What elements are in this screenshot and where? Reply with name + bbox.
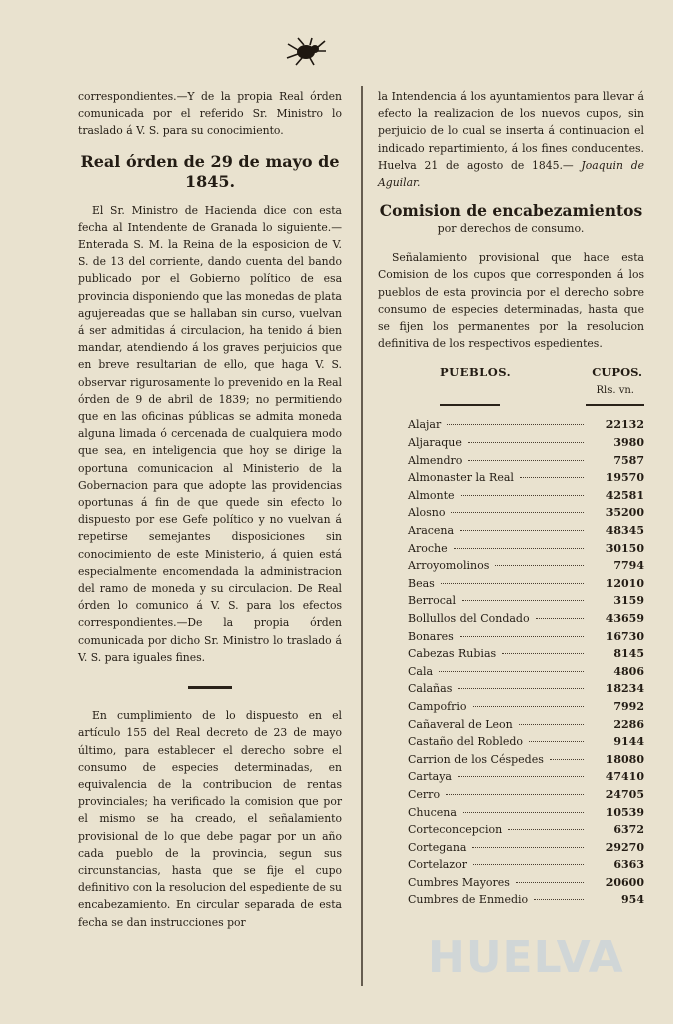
dot-leader <box>446 794 584 795</box>
table-row <box>378 540 644 558</box>
quota-value: 18234 <box>605 682 644 696</box>
town-name: Carrion de los Céspedes <box>408 752 544 766</box>
town-name: Alosno <box>408 506 446 520</box>
town-name: Almonte <box>408 488 455 502</box>
signature: Joaquin de Aguilar. <box>378 158 644 190</box>
town-name: Cortegana <box>408 840 467 854</box>
town-name: Cabezas Rubias <box>408 647 497 661</box>
table-row <box>378 891 644 909</box>
town-name: Cumbres de Enmedio <box>408 893 529 907</box>
dot-leader <box>495 565 584 566</box>
quota-value: 9144 <box>613 735 644 749</box>
table-row <box>378 610 644 628</box>
quota-value: 2286 <box>613 717 644 731</box>
table-row <box>378 504 644 522</box>
quota-table-header <box>378 358 644 404</box>
right-column <box>378 88 644 909</box>
dot-leader <box>468 460 584 461</box>
table-row <box>378 751 644 769</box>
table-row <box>378 416 644 434</box>
town-name: Cerro <box>408 787 441 801</box>
quota-value: 6363 <box>613 858 644 872</box>
quota-value: 48345 <box>605 524 644 537</box>
town-name: Calañas <box>408 682 453 696</box>
dot-leader <box>458 688 584 689</box>
dot-leader <box>447 424 584 425</box>
royal-order-body: El Sr. Ministro de Hacienda dice con esta fecha al Intendente de Granada lo siguiente.—Enterada S. M. la Reina de la esposicion de V. S. de 13 del corriente, dando cuenta del bando publicado por el Gobierno político de esa provincia disponiendo que las monedas de plata agujereadas que se hallaban sin curso, vuelvan á ser admitidas á circulacion, ha tenido á bien mandar, atendiendo á los graves perjuicios que en breve resultarian de ello, que haga V. S. observar rigurosamente lo prevenido en la Real órden de 9 de abril de 1839; no permitiendo que en las oficinas públicas se admita moneda alguna limada ó cercenada de cualquiera modo que sea, en inteligencia que hoy se dirige la oportuna comunicacion al Ministerio de la Gobernacion para que adopte las providencias oportunas á fin de que quede sin efecto lo dispuesto por ese Gefe político y no vuelvan á repetirse semejantes disposiciones sin conocimiento de este Ministerio, á quien está especialmente encomendada la administracion del ramo de moneda y su circulacion. De Real órden lo comunico á V. S. para los efectos correspondientes.—De la propia órden comunicada por dicho Sr. Ministro lo traslado á V. S. para iguales fines. <box>78 203 342 664</box>
dot-leader <box>473 864 584 865</box>
right-intro-text: la Intendencia á los ayuntamientos para llevar á efecto la realizacion de los nuevos cupos, sin perjuicio de lo cual se inserta á continuacion el indicado repartimiento, á los fines conducentes. Huelva 21 de agosto de 1845.— Joaquin de Aguilar. <box>378 90 644 190</box>
table-row <box>378 786 644 804</box>
table-row <box>378 821 644 839</box>
town-name: Alajar <box>408 418 442 432</box>
quota-value: 4806 <box>613 664 644 678</box>
town-name: Cortelazor <box>408 858 467 872</box>
table-row <box>378 733 644 751</box>
town-name: Castaño del Robledo <box>408 735 524 749</box>
dot-leader <box>463 812 584 813</box>
section-separator <box>188 686 232 689</box>
quota-value: 20600 <box>605 875 644 889</box>
quota-table <box>378 416 644 909</box>
allocation-description: Señalamiento provisional que hace esta Comision de los cupos que corresponden á los pueblos de esta provincia por el derecho sobre consumo de especies determinadas, hasta que se fijen los permanentes por la resolucion definitiva de los respectivos espedientes. <box>378 251 644 351</box>
dot-leader <box>462 600 584 601</box>
dot-leader <box>472 847 584 848</box>
dot-leader <box>520 477 584 478</box>
table-row <box>378 663 644 681</box>
dot-leader <box>458 776 584 777</box>
quota-value: 29270 <box>605 840 644 854</box>
dot-leader <box>441 583 584 584</box>
dot-leader <box>461 495 584 496</box>
insect-ornament-icon <box>284 36 328 66</box>
commission-notice-body: En cumplimiento de lo dispuesto en el artículo 155 del Real decreto de 23 de mayo último, para establecer el derecho sobre el consumo de especies determinadas, en equivalencia de la contribucion de rentas provinciales; ha verificado la comision que por el mismo se ha creado, el señalamiento provisional de lo que debe pagar por un año cada pueblo de la provincia, segun sus circunstancias, hasta que se fije el cupo definitivo con la resolucion del espediente de su encabezamiento. En circular separada de esta fecha se dan instrucciones por <box>78 709 342 929</box>
quota-value: 19570 <box>605 471 644 485</box>
table-row <box>378 452 644 470</box>
town-name: Bollullos del Condado <box>408 611 530 625</box>
dot-leader <box>550 759 584 760</box>
dot-leader <box>460 530 584 531</box>
quota-value: 3159 <box>613 594 644 608</box>
left-intro-text: correspondientes.—Y de la propia Real órden comunicada por el referido Sr. Ministro lo traslado á V. S. para su conocimiento. <box>78 90 342 138</box>
quota-value: 16730 <box>605 629 644 643</box>
town-name: Cala <box>408 664 434 678</box>
quota-value: 7587 <box>613 453 644 467</box>
town-name: Corteconcepcion <box>408 823 503 837</box>
table-row <box>378 804 644 822</box>
table-row <box>378 716 644 734</box>
dot-leader <box>529 741 584 742</box>
table-row <box>378 698 644 716</box>
table-row <box>378 487 644 505</box>
dot-leader <box>508 829 584 830</box>
town-name: Almendro <box>408 453 463 467</box>
town-name: Beas <box>408 576 435 590</box>
column-header-cupos: CUPOS. <box>592 365 642 380</box>
royal-order-heading: Real órden de 29 de mayo de 1845. <box>80 151 340 191</box>
quota-value: 42581 <box>605 488 644 502</box>
dot-leader <box>439 671 584 672</box>
town-name: Arroyomolinos <box>408 559 490 573</box>
town-name: Bonares <box>408 629 454 643</box>
table-row <box>378 645 644 663</box>
table-row <box>378 768 644 786</box>
quota-value: 47410 <box>605 770 644 784</box>
dot-leader <box>502 653 584 654</box>
town-name: Aroche <box>408 541 448 555</box>
table-row <box>378 469 644 487</box>
dot-leader <box>536 618 584 619</box>
quota-value: 22132 <box>605 418 644 432</box>
dot-leader <box>534 899 584 900</box>
town-name: Campofrio <box>408 699 467 713</box>
column-divider <box>361 86 363 986</box>
town-name: Aracena <box>408 524 455 537</box>
commission-heading: Comision de encabezamientos <box>379 201 643 221</box>
header-rule-left <box>440 404 500 406</box>
quota-value: 6372 <box>613 823 644 837</box>
dot-leader <box>468 442 584 443</box>
table-row <box>378 874 644 892</box>
quota-value: 10539 <box>605 805 644 819</box>
dot-leader <box>519 724 584 725</box>
quota-value: 7794 <box>613 559 644 573</box>
quota-value: 7992 <box>613 699 644 713</box>
table-row <box>378 839 644 857</box>
town-name: Berrocal <box>408 594 456 608</box>
dot-leader <box>473 706 584 707</box>
quota-value: 18080 <box>605 752 644 766</box>
town-name: Cañaveral de Leon <box>408 717 513 731</box>
table-row <box>378 628 644 646</box>
town-name: Aljaraque <box>408 436 462 450</box>
quota-value: 954 <box>621 893 644 907</box>
column-header-pueblos: PUEBLOS. <box>440 365 512 380</box>
town-name: Chucena <box>408 805 457 819</box>
table-row <box>378 680 644 698</box>
quota-value: 35200 <box>605 506 644 520</box>
quota-value: 30150 <box>605 541 644 555</box>
table-row <box>378 434 644 452</box>
town-name: Almonaster la Real <box>408 471 514 485</box>
town-name: Cumbres Mayores <box>408 875 510 889</box>
archive-watermark: HUELVA <box>428 932 624 983</box>
table-row <box>378 575 644 593</box>
column-header-unit: Rls. vn. <box>596 385 634 397</box>
table-row <box>378 522 644 540</box>
table-row <box>378 856 644 874</box>
header-rule-right <box>586 404 644 406</box>
table-row <box>378 557 644 575</box>
quota-value: 24705 <box>605 787 644 801</box>
left-column <box>78 88 342 931</box>
quota-value: 3980 <box>613 436 644 450</box>
quota-value: 8145 <box>613 647 644 661</box>
dot-leader <box>516 882 584 883</box>
quota-value: 12010 <box>605 576 644 590</box>
quota-value: 43659 <box>605 611 644 625</box>
town-name: Cartaya <box>408 770 452 784</box>
dot-leader <box>454 548 584 549</box>
dot-leader <box>451 512 584 513</box>
dot-leader <box>460 636 584 637</box>
commission-subheading: por derechos de consumo. <box>437 222 585 236</box>
table-row <box>378 592 644 610</box>
